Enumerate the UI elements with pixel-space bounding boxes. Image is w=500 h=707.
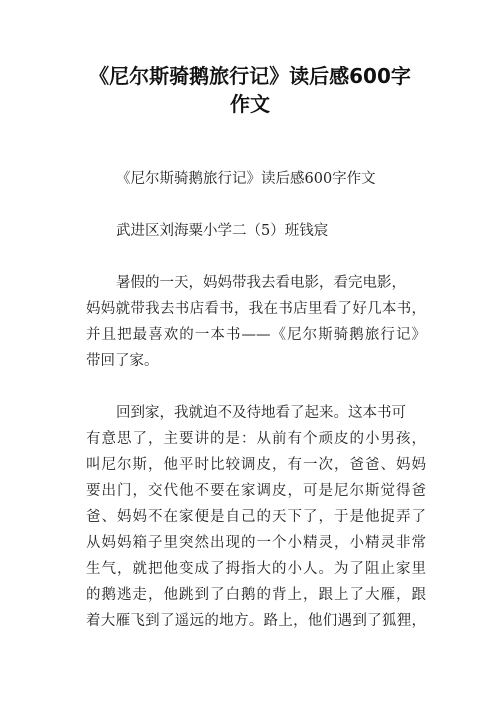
document-title [70,62,430,118]
paragraph-2-line-8: 的鹅逃走，他跳到了白鹅的背上，跟上了大雁，跟 [86,587,426,603]
paragraph-2-line-5: 爸、妈妈不在家便是自己的天下了，于是他捉弄了 [86,509,426,525]
author-line: 武进区刘海粟小学二（5）班钱宸 [116,223,329,239]
paragraph-1-line-1: 暑假的一天，妈妈带我去看电影，看完电影， [116,275,406,291]
paragraph-1-line-2: 妈妈就带我去书店看书，我在书店里看了好几本书， [86,301,426,317]
paragraph-1-line-3: 并且把最喜欢的一本书——《尼尔斯骑鹅旅行记》 [86,327,426,343]
essay-subtitle: 《尼尔斯骑鹅旅行记》读后感600字作文 [116,171,376,187]
paragraph-2-line-1: 回到家，我就迫不及待地看了起来。这本书可 [116,405,406,421]
paragraph-1-line-4: 带回了家。 [86,353,159,369]
title-line-1: 《尼尔斯骑鹅旅行记》读后感600字 [89,64,411,88]
paragraph-2-line-9: 着大雁飞到了遥远的地方。路上，他们遇到了狐狸， [86,613,426,629]
paragraph-2-line-6: 从妈妈箱子里突然出现的一个小精灵，小精灵非常 [86,535,426,551]
paragraph-2-line-7: 生气，就把他变成了拇指大的小人。为了阻止家里 [86,561,426,577]
paragraph-2-line-4: 要出门，交代他不要在家调皮，可是尼尔斯觉得爸 [86,483,426,499]
title-line-2: 作文 [230,92,270,116]
paragraph-2-line-2: 有意思了，主要讲的是：从前有个顽皮的小男孩， [86,431,426,447]
paragraph-2-line-3: 叫尼尔斯，他平时比较调皮，有一次，爸爸、妈妈 [86,457,426,473]
